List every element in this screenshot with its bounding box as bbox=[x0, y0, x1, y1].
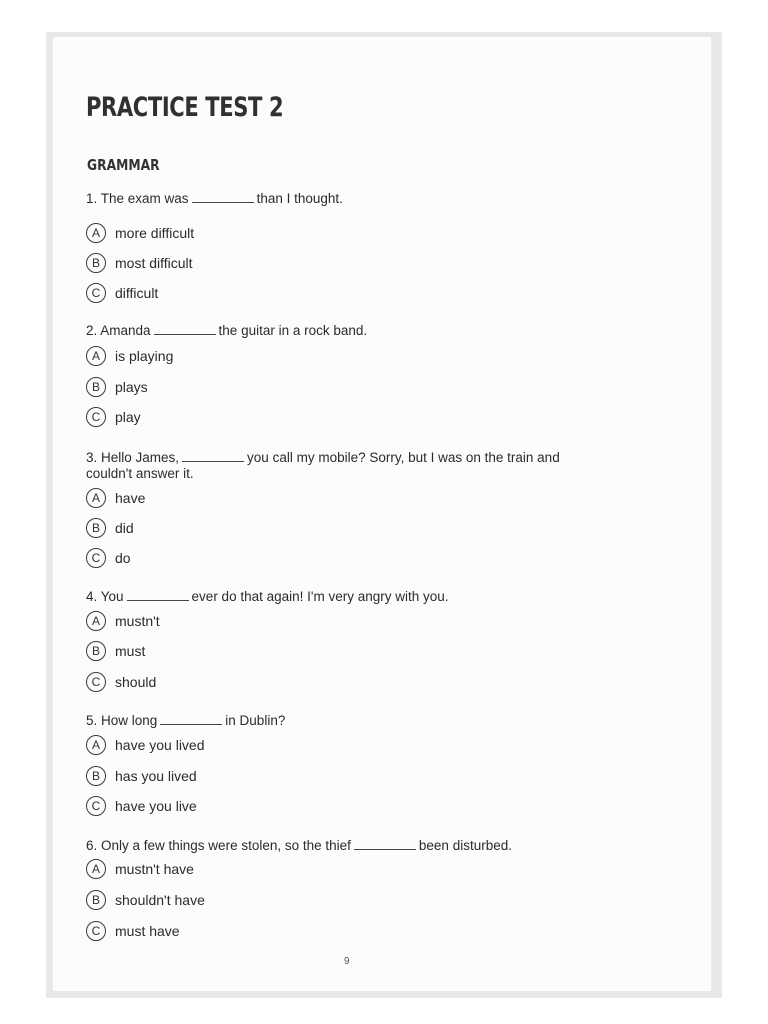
question-text-before: 6. Only a few things were stolen, so the thief bbox=[86, 838, 351, 853]
option-2-c[interactable] bbox=[86, 405, 141, 429]
option-6-c[interactable] bbox=[86, 919, 180, 943]
option-text: mustn't bbox=[115, 613, 160, 629]
option-letter-circle: C bbox=[86, 407, 106, 427]
answer-blank bbox=[182, 450, 244, 462]
option-2-b[interactable] bbox=[86, 375, 148, 399]
answer-blank bbox=[160, 713, 222, 725]
option-4-c[interactable] bbox=[86, 670, 156, 694]
option-text: have bbox=[115, 490, 146, 506]
option-text: did bbox=[115, 520, 134, 536]
option-4-a[interactable] bbox=[86, 609, 160, 633]
option-letter-circle: B bbox=[86, 641, 106, 661]
option-text: do bbox=[115, 550, 131, 566]
question-text-after: in Dublin? bbox=[225, 713, 286, 728]
question-text-before: 1. The exam was bbox=[86, 191, 189, 206]
question-text-after: ever do that again! I'm very angry with you. bbox=[191, 589, 449, 604]
option-letter-circle: C bbox=[86, 672, 106, 692]
page-number: 9 bbox=[344, 956, 350, 967]
option-letter-circle: C bbox=[86, 283, 106, 303]
option-6-b[interactable] bbox=[86, 888, 205, 912]
answer-blank bbox=[192, 191, 254, 203]
answer-blank bbox=[154, 323, 216, 335]
option-text: should bbox=[115, 674, 157, 690]
option-letter-circle: A bbox=[86, 611, 106, 631]
document-page bbox=[52, 36, 712, 992]
option-text: shouldn't have bbox=[115, 892, 205, 908]
question-2 bbox=[86, 323, 606, 339]
option-text: difficult bbox=[115, 285, 159, 301]
option-3-b[interactable] bbox=[86, 516, 134, 540]
option-2-a[interactable] bbox=[86, 344, 173, 368]
option-letter-circle: C bbox=[86, 921, 106, 941]
answer-blank bbox=[354, 838, 416, 850]
option-text: more difficult bbox=[115, 225, 195, 241]
question-text-before: 2. Amanda bbox=[86, 323, 151, 338]
option-5-a[interactable] bbox=[86, 733, 205, 757]
option-letter-circle: B bbox=[86, 253, 106, 273]
option-3-c[interactable] bbox=[86, 546, 131, 570]
question-1 bbox=[86, 191, 606, 207]
section-heading: GRAMMAR bbox=[87, 156, 160, 174]
question-text-before: 5. How long bbox=[86, 713, 158, 728]
option-letter-circle: A bbox=[86, 346, 106, 366]
option-text: mustn't have bbox=[115, 861, 194, 877]
option-letter-circle: C bbox=[86, 548, 106, 568]
option-5-b[interactable] bbox=[86, 764, 197, 788]
option-text: must have bbox=[115, 923, 180, 939]
option-letter-circle: A bbox=[86, 735, 106, 755]
option-text: plays bbox=[115, 379, 148, 395]
question-text-after: you call my mobile? Sorry, but I was on the train and couldn't answer it. bbox=[86, 450, 560, 481]
option-letter-circle: C bbox=[86, 796, 106, 816]
option-text: most difficult bbox=[115, 255, 193, 271]
option-letter-circle: B bbox=[86, 377, 106, 397]
answer-blank bbox=[127, 589, 189, 601]
page-title: PRACTICE TEST 2 bbox=[86, 92, 284, 123]
option-text: is playing bbox=[115, 348, 174, 364]
question-text-after: the guitar in a rock band. bbox=[218, 323, 368, 338]
question-3 bbox=[86, 450, 586, 482]
option-text: play bbox=[115, 409, 141, 425]
option-text: have you live bbox=[115, 798, 197, 814]
option-letter-circle: A bbox=[86, 223, 106, 243]
question-4 bbox=[86, 589, 606, 605]
question-text-after: than I thought. bbox=[256, 191, 343, 206]
option-letter-circle: A bbox=[86, 859, 106, 879]
question-text-before: 3. Hello James, bbox=[86, 450, 180, 465]
option-letter-circle: B bbox=[86, 518, 106, 538]
option-5-c[interactable] bbox=[86, 794, 197, 818]
question-5 bbox=[86, 713, 606, 729]
option-1-b[interactable] bbox=[86, 251, 193, 275]
option-text: must bbox=[115, 643, 146, 659]
option-letter-circle: B bbox=[86, 766, 106, 786]
question-6 bbox=[86, 838, 606, 854]
option-6-a[interactable] bbox=[86, 857, 194, 881]
option-letter-circle: B bbox=[86, 890, 106, 910]
option-3-a[interactable] bbox=[86, 486, 145, 510]
question-text-before: 4. You bbox=[86, 589, 124, 604]
question-text-after: been disturbed. bbox=[418, 838, 512, 853]
option-text: has you lived bbox=[115, 768, 197, 784]
option-text: have you lived bbox=[115, 737, 205, 753]
option-1-c[interactable] bbox=[86, 281, 158, 305]
option-1-a[interactable] bbox=[86, 221, 194, 245]
option-letter-circle: A bbox=[86, 488, 106, 508]
option-4-b[interactable] bbox=[86, 639, 145, 663]
